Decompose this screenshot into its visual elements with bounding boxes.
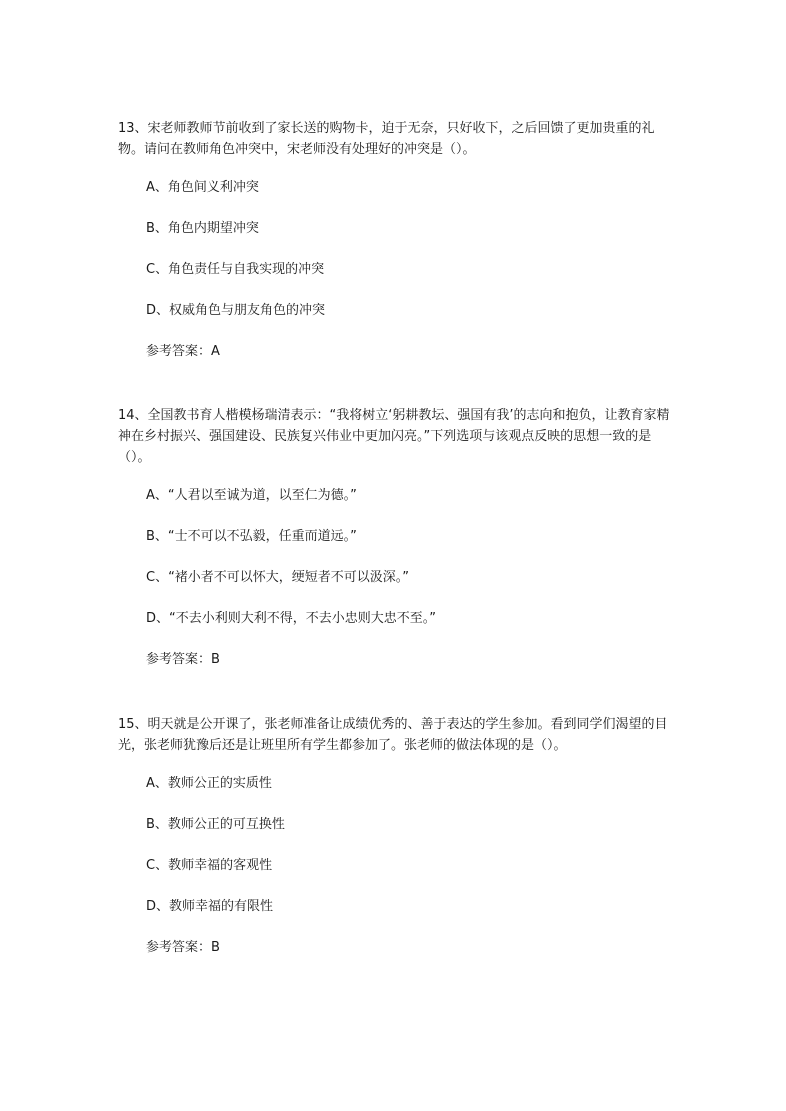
question-13 — [118, 118, 678, 362]
option-list — [118, 773, 678, 917]
option-list — [118, 177, 678, 321]
option-a: A、“人君以至诚为道，以至仁为德。” — [146, 488, 357, 503]
question-stem: 13、宋老师教师节前收到了家长送的购物卡，迫于无奈，只好收下，之后回馈了更加贵重的礼物。请问在教师角色冲突中，宋老师没有处理好的冲突是（）。 — [118, 121, 655, 157]
option-list — [118, 485, 678, 629]
reference-answer: 参考答案：A — [146, 344, 220, 359]
option-b: B、“士不可以不弘毅，任重而道远。” — [146, 529, 357, 544]
option-a: A、教师公正的实质性 — [146, 776, 272, 791]
question-stem: 14、全国教书育人楷模杨瑞清表示：“我将树立‘躬耕教坛、强国有我’的志向和抱负，让教育家精神在乡村振兴、强国建设、民族复兴伟业中更加闪亮。”下列选项与该观点反映的思想一致的是（）。 — [118, 408, 670, 465]
option-a: A、角色间义利冲突 — [146, 180, 259, 195]
reference-answer: 参考答案：B — [146, 940, 220, 955]
option-d: D、教师幸福的有限性 — [146, 899, 274, 914]
reference-answer: 参考答案：B — [146, 652, 220, 667]
option-c: C、角色责任与自我实现的冲突 — [146, 262, 325, 277]
option-d: D、“不去小利则大利不得，不去小忠则大忠不至。” — [146, 611, 436, 626]
question-stem: 15、明天就是公开课了，张老师准备让成绩优秀的、善于表达的学生参加。看到同学们渴望的目光，张老师犹豫后还是让班里所有学生都参加了。张老师的做法体现的是（）。 — [118, 717, 668, 753]
question-15 — [118, 714, 678, 958]
option-b: B、教师公正的可互换性 — [146, 817, 285, 832]
option-c: C、教师幸福的客观性 — [146, 858, 273, 873]
option-d: D、权威角色与朋友角色的冲突 — [146, 303, 326, 318]
question-14 — [118, 405, 678, 670]
option-b: B、角色内期望冲突 — [146, 221, 259, 236]
option-c: C、“褚小者不可以怀大，绠短者不可以汲深。” — [146, 570, 410, 585]
